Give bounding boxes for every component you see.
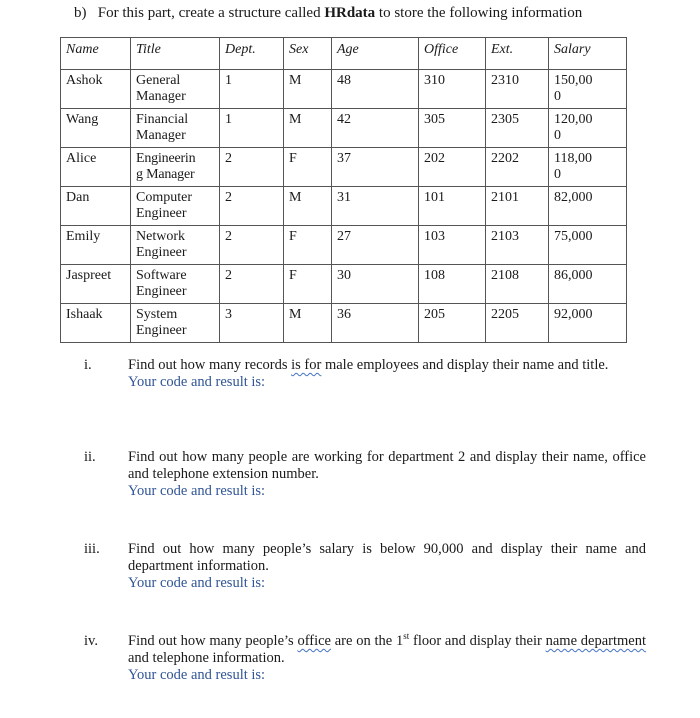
cell-office: 103 <box>419 226 486 265</box>
cell-dept: 2 <box>220 265 284 304</box>
cell-ext: 2101 <box>486 187 549 226</box>
cell-salary: 82,000 <box>549 187 627 226</box>
cell-name: Emily <box>61 226 131 265</box>
question-number: i. <box>84 357 92 373</box>
cell-name: Wang <box>61 109 131 148</box>
hr-data-table <box>60 37 627 343</box>
cell-title: Engineerin g Manager <box>131 148 220 187</box>
header-office: Office <box>419 38 486 70</box>
answer-prompt: Your code and result is: <box>128 667 266 683</box>
grammar-squiggle: is for <box>291 357 322 373</box>
cell-ext: 2310 <box>486 70 549 109</box>
question-text: Find out how many people are working for department 2 and display their name, office and telephone extension number. Your code and result is: <box>128 449 646 499</box>
answer-prompt: Your code and result is: <box>128 374 266 390</box>
question-text: Find out how many people’s office are on the 1st floor and display their name department and telephone information. Your code and result is: <box>128 631 647 683</box>
cell-dept: 3 <box>220 304 284 343</box>
cell-name: Ishaak <box>61 304 131 343</box>
header-dept: Dept. <box>220 38 284 70</box>
cell-salary: 92,000 <box>549 304 627 343</box>
cell-sex: M <box>284 109 332 148</box>
answer-prompt: Your code and result is: <box>128 575 266 591</box>
cell-title: Computer Engineer <box>131 187 220 226</box>
cell-dept: 2 <box>220 148 284 187</box>
heading-text-after: to store the following information <box>378 5 583 21</box>
cell-salary: 86,000 <box>549 265 627 304</box>
cell-age: 27 <box>332 226 419 265</box>
cell-office: 305 <box>419 109 486 148</box>
heading-text-before: For this part, create a structure called <box>97 5 321 21</box>
cell-title: General Manager <box>131 70 220 109</box>
cell-ext: 2103 <box>486 226 549 265</box>
question-number: iv. <box>84 633 98 649</box>
table-row <box>61 187 627 226</box>
cell-salary: 118,00 0 <box>549 148 627 187</box>
cell-salary: 150,00 0 <box>549 70 627 109</box>
table-row <box>61 226 627 265</box>
cell-salary: 75,000 <box>549 226 627 265</box>
cell-age: 42 <box>332 109 419 148</box>
section-heading <box>74 5 582 22</box>
table-row <box>61 109 627 148</box>
header-name: Name <box>61 38 131 70</box>
cell-title: Software Engineer <box>131 265 220 304</box>
cell-ext: 2205 <box>486 304 549 343</box>
cell-salary: 120,00 0 <box>549 109 627 148</box>
cell-dept: 2 <box>220 226 284 265</box>
cell-title: Network Engineer <box>131 226 220 265</box>
cell-sex: F <box>284 148 332 187</box>
cell-office: 202 <box>419 148 486 187</box>
cell-office: 310 <box>419 70 486 109</box>
cell-age: 48 <box>332 70 419 109</box>
cell-age: 36 <box>332 304 419 343</box>
cell-age: 37 <box>332 148 419 187</box>
question-number: iii. <box>84 541 100 557</box>
cell-sex: M <box>284 70 332 109</box>
table-row <box>61 265 627 304</box>
cell-dept: 1 <box>220 70 284 109</box>
cell-sex: F <box>284 265 332 304</box>
answer-prompt: Your code and result is: <box>128 483 266 499</box>
cell-office: 108 <box>419 265 486 304</box>
header-age: Age <box>332 38 419 70</box>
cell-title: Financial Manager <box>131 109 220 148</box>
ordinal-suffix: st <box>403 631 410 642</box>
question-number: ii. <box>84 449 96 465</box>
cell-ext: 2202 <box>486 148 549 187</box>
table-row <box>61 304 627 343</box>
cell-name: Alice <box>61 148 131 187</box>
question-text: Find out how many people’s salary is below 90,000 and display their name and department information. Your code and result is: <box>128 541 646 591</box>
cell-name: Jaspreet <box>61 265 131 304</box>
cell-name: Ashok <box>61 70 131 109</box>
cell-title: System Engineer <box>131 304 220 343</box>
header-ext: Ext. <box>486 38 549 70</box>
cell-age: 30 <box>332 265 419 304</box>
cell-sex: M <box>284 304 332 343</box>
cell-dept: 2 <box>220 187 284 226</box>
section-label: b) <box>74 5 87 21</box>
table-header-row <box>61 38 627 70</box>
question-text: Find out how many records is for male employees and display their name and title. Your code and result is: <box>128 357 646 391</box>
header-sex: Sex <box>284 38 332 70</box>
cell-dept: 1 <box>220 109 284 148</box>
table-row <box>61 70 627 109</box>
cell-office: 101 <box>419 187 486 226</box>
cell-ext: 2305 <box>486 109 549 148</box>
header-salary: Salary <box>549 38 627 70</box>
grammar-squiggle: office <box>297 633 331 649</box>
cell-name: Dan <box>61 187 131 226</box>
cell-ext: 2108 <box>486 265 549 304</box>
heading-structure-name: HRdata <box>324 5 376 21</box>
grammar-squiggle: name department <box>545 633 647 649</box>
cell-age: 31 <box>332 187 419 226</box>
cell-sex: M <box>284 187 332 226</box>
cell-office: 205 <box>419 304 486 343</box>
cell-sex: F <box>284 226 332 265</box>
header-title: Title <box>131 38 220 70</box>
table-row <box>61 148 627 187</box>
